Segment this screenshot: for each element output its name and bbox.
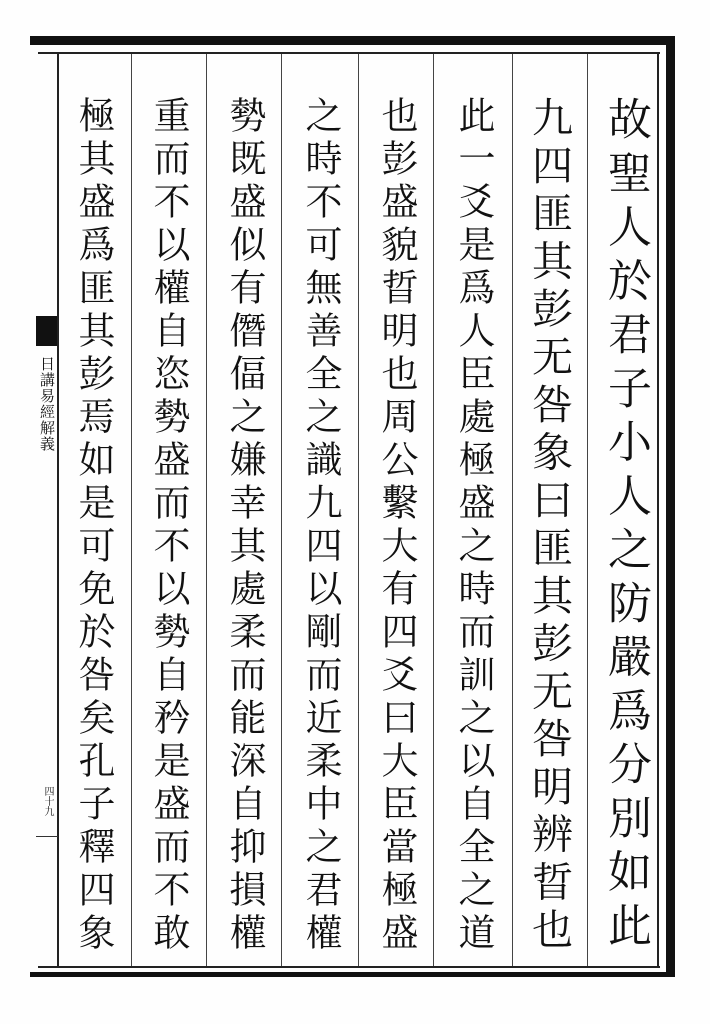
frame-right-border [666,36,675,977]
gutter-rule [57,52,59,968]
column-rule [358,54,359,966]
column-rule [206,54,207,966]
frame-top-border [30,36,674,45]
gutter-page-number: 四十九 [42,786,53,816]
column-rule [587,54,588,966]
column-rule [131,54,132,966]
gutter-divider [36,836,58,837]
frame-bottom-border [30,972,674,977]
inner-bottom-rule [38,966,660,968]
text-column-4: 也彭盛貌晢明也周公繫大有四爻曰大臣當極盛 [375,96,418,956]
text-column-3: 此一爻是爲人臣處極盛之時而訓之以自全之道 [452,96,495,956]
text-column-8: 極其盛爲匪其彭焉如是可免於咎矣孔子釋四象 [72,96,115,956]
gutter-book-title: 日講易經解義 [38,356,56,452]
text-column-2: 九四匪其彭无咎象曰匪其彭无咎明辨晢也 [525,96,573,956]
column-rule [512,54,513,966]
text-column-6: 勢既盛似有僭偪之嫌幸其處柔而能深自抑損權 [223,96,266,956]
text-column-1: 故聖人於君子小人之防嚴爲分別如此 [600,96,651,956]
column-rule [433,54,434,966]
column-rule [281,54,282,966]
text-column-5: 之時不可無善全之識九四以剛而近柔中之君權 [299,96,342,956]
text-column-7: 重而不以權自恣勢盛而不以勢自矜是盛而不敢 [147,96,190,956]
fishtail-block [36,316,57,346]
inner-right-rule [657,52,659,968]
